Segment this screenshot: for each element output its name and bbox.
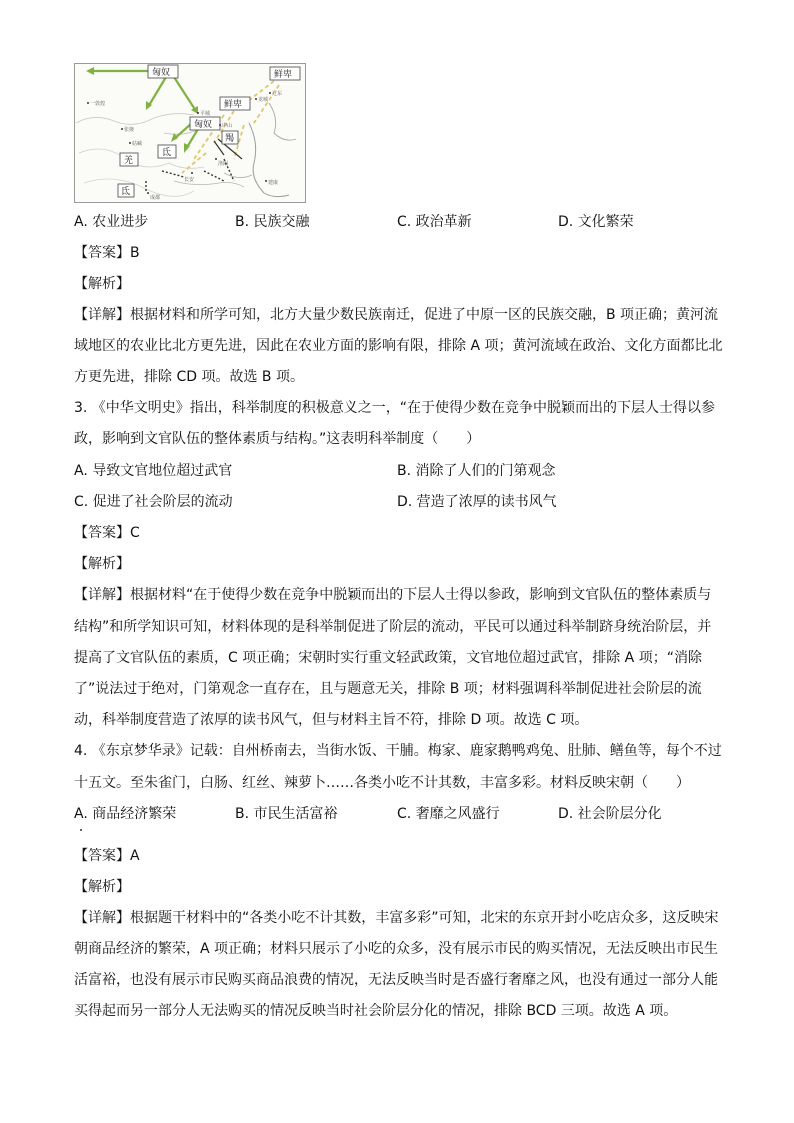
q4-option-b: B. 市民生活富裕 <box>235 806 338 822</box>
label-text: 匈奴 <box>194 120 213 130</box>
q4-stem-line: 4. 《东京梦华录》记载：自州桥南去，当街水饭、干脯。梅家、鹿家鹅鸭鸡兔、肚肺、鳝鱼等，每个不过 <box>74 743 722 759</box>
q3-option-d: D. 营造了浓厚的读书风气 <box>397 494 557 510</box>
label-text: 羌 <box>124 156 134 166</box>
q2-detail-line: 方更先进，排除 CD 项。故选 B 项。 <box>74 369 304 385</box>
svg-text:张掖: 张掖 <box>124 127 135 133</box>
q4-detail-line: 活富裕，也没有展示市民购买商品浪费的情况，无法反映当时是否盛行奢靡之风，也没有通过一部分人能 <box>74 972 718 988</box>
label-text: 羯 <box>225 134 235 144</box>
q4-option-d: D. 社会阶层分化 <box>558 806 662 822</box>
svg-text:龙城: 龙城 <box>258 97 269 103</box>
label-jie <box>222 131 238 144</box>
svg-text:中山: 中山 <box>222 123 233 129</box>
q3-analysis-label: 【解析】 <box>74 556 130 572</box>
map-graphic <box>74 63 306 203</box>
q3-detail-line: 了”说法过于绝对，门第观念一直存在，且与题意无关，排除 B 项；材料强调科举制促进社会阶层的流 <box>74 681 702 697</box>
q4-option-c: C. 奢靡之风盛行 <box>397 806 500 822</box>
label-xiongnu-top <box>148 65 178 78</box>
stray-dot <box>80 829 82 831</box>
q3-detail-line: 提高了文官队伍的素质，C 项正确；宋朝时实行重文轻武政策，文官地位超过武官，排除 A 项；“消除 <box>74 650 702 666</box>
label-text: 氐 <box>162 148 172 158</box>
q2-detail-line: 【详解】根据材料和所学可知，北方大量少数民族南迁，促进了中原一区的民族交融，B 项正确；黄河流 <box>74 307 719 323</box>
q2-analysis-label: 【解析】 <box>74 276 130 292</box>
svg-text:姑臧: 姑臧 <box>132 141 143 147</box>
q4-stem-line: 十五文。至朱雀门，白肠、红丝、辣萝卜……各类小吃不计其数，丰富多彩。材料反映宋朝（ ） <box>74 775 690 791</box>
q3-detail-line: 【详解】根据材料“在于使得少数在竞争中脱颖而出的下层人士得以参政，影响到文官队伍的整体素质与 <box>74 587 712 603</box>
q3-stem-line: 3. 《中华文明史》指出，科举制度的积极意义之一，“在于使得少数在竞争中脱颖而出的下层人士得以参 <box>74 400 716 416</box>
label-text: 匈奴 <box>152 68 171 78</box>
label-text: 氐 <box>121 187 131 197</box>
label-text: 鲜卑 <box>224 100 243 110</box>
q2-option-c: C. 政治革新 <box>397 214 472 230</box>
svg-text:建康: 建康 <box>268 180 279 186</box>
q3-option-a: A. 导致文官地位超过武官 <box>74 463 233 479</box>
label-xianbei-right <box>270 67 300 80</box>
label-xiongnu-mid <box>190 117 220 130</box>
label-qiang <box>120 153 138 166</box>
q4-detail-line: 买得起而另一部分人无法购买的情况反映当时社会阶层分化的情况，排除 BCD 三项。故选 A 项。 <box>74 1003 678 1019</box>
q3-answer: 【答案】C <box>74 525 140 541</box>
q4-detail-line: 【详解】根据题干材料中的“各类小吃不计其数，丰富多彩”可知，北宋的东京开封小吃店众多，这反映宋 <box>74 910 719 926</box>
svg-text:辽东: 辽东 <box>272 91 283 97</box>
q2-option-d: D. 文化繁荣 <box>558 214 634 230</box>
q4-answer: 【答案】A <box>74 848 140 864</box>
svg-text:一敦煌: 一敦煌 <box>90 101 106 107</box>
q3-option-c: C. 促进了社会阶层的流动 <box>74 494 233 510</box>
q4-detail-line: 朝商品经济的繁荣，A 项正确；材料只展示了小吃的众多，没有展示市民的购买情况，无法反映出市民生 <box>74 941 719 957</box>
q2-option-b: B. 民族交融 <box>235 214 310 230</box>
label-text: 鲜卑 <box>274 70 293 80</box>
q3-stem-line: 政，影响到文官队伍的整体素质与结构。”这表明科举制度（ ） <box>74 431 481 447</box>
q4-analysis-label: 【解析】 <box>74 879 130 895</box>
label-di-mid <box>158 145 176 158</box>
q2-detail-line: 域地区的农业比北方更先进，因此在农业方面的影响有限，排除 A 项；黄河流域在政治、文化方面都比北 <box>74 338 723 354</box>
label-di-low <box>118 184 134 197</box>
svg-text:成都: 成都 <box>150 195 161 201</box>
q4-option-a: A. 商品经济繁荣 <box>74 806 177 822</box>
q3-detail-line: 动，科举制度营造了浓厚的读书风气，但与材料主旨不符，排除 D 项。故选 C 项。 <box>74 712 589 728</box>
svg-text:平城: 平城 <box>200 111 211 117</box>
q2-answer: 【答案】B <box>74 245 140 261</box>
q3-option-b: B. 消除了人们的门第观念 <box>397 463 556 479</box>
migration-map <box>74 63 306 203</box>
svg-text:洛阳: 洛阳 <box>218 161 229 167</box>
q3-detail-line: 结构”和所学知识可知，材料体现的是科举制促进了阶层的流动，平民可以通过科举制跻身统治阶层，并 <box>74 619 712 635</box>
q2-option-a: A. 农业进步 <box>74 214 149 230</box>
svg-text:长安: 长安 <box>184 177 195 183</box>
label-xianbei-mid <box>220 97 250 110</box>
